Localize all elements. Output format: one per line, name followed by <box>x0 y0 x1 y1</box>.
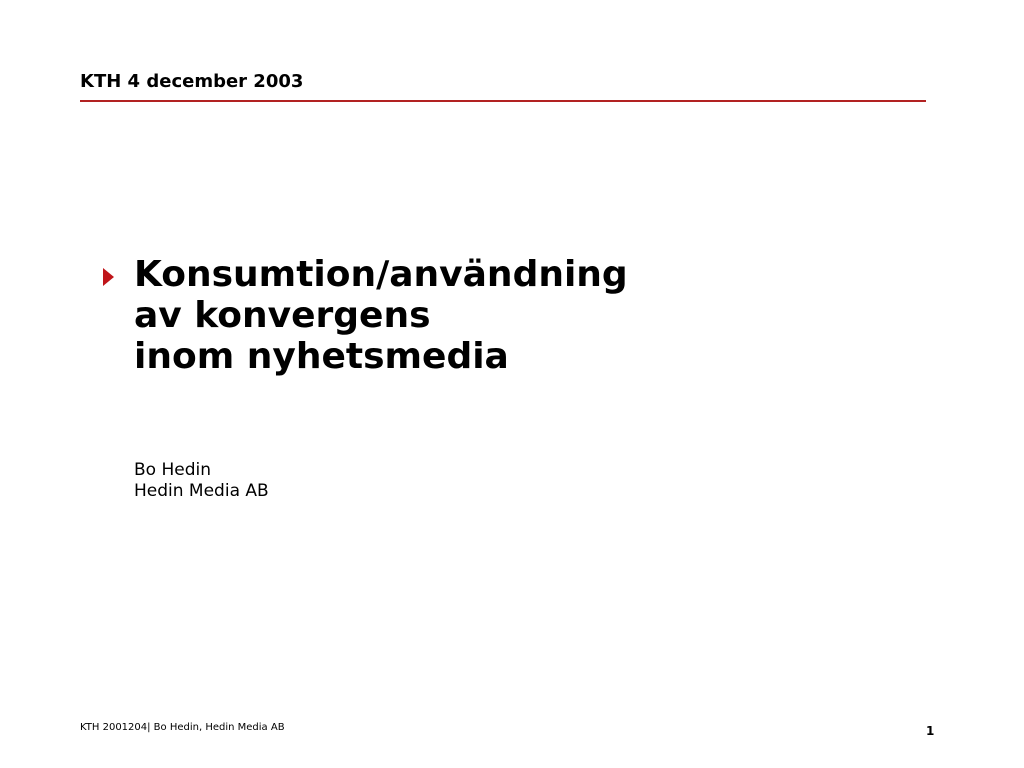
author-company: Hedin Media AB <box>134 481 269 501</box>
title-line-2: av konvergens <box>134 295 431 336</box>
title-line-1: Konsumtion/användning <box>134 254 628 295</box>
slide-title <box>134 254 628 377</box>
footer-text: KTH 2001204| Bo Hedin, Hedin Media AB <box>80 722 285 733</box>
title-line-3: inom nyhetsmedia <box>134 336 509 377</box>
author-block <box>134 460 269 502</box>
author-name: Bo Hedin <box>134 460 211 480</box>
page-number: 1 <box>926 724 935 738</box>
header-divider <box>80 100 926 102</box>
red-triangle-bullet-icon <box>103 268 114 286</box>
slide-header-title: KTH 4 december 2003 <box>80 71 304 92</box>
